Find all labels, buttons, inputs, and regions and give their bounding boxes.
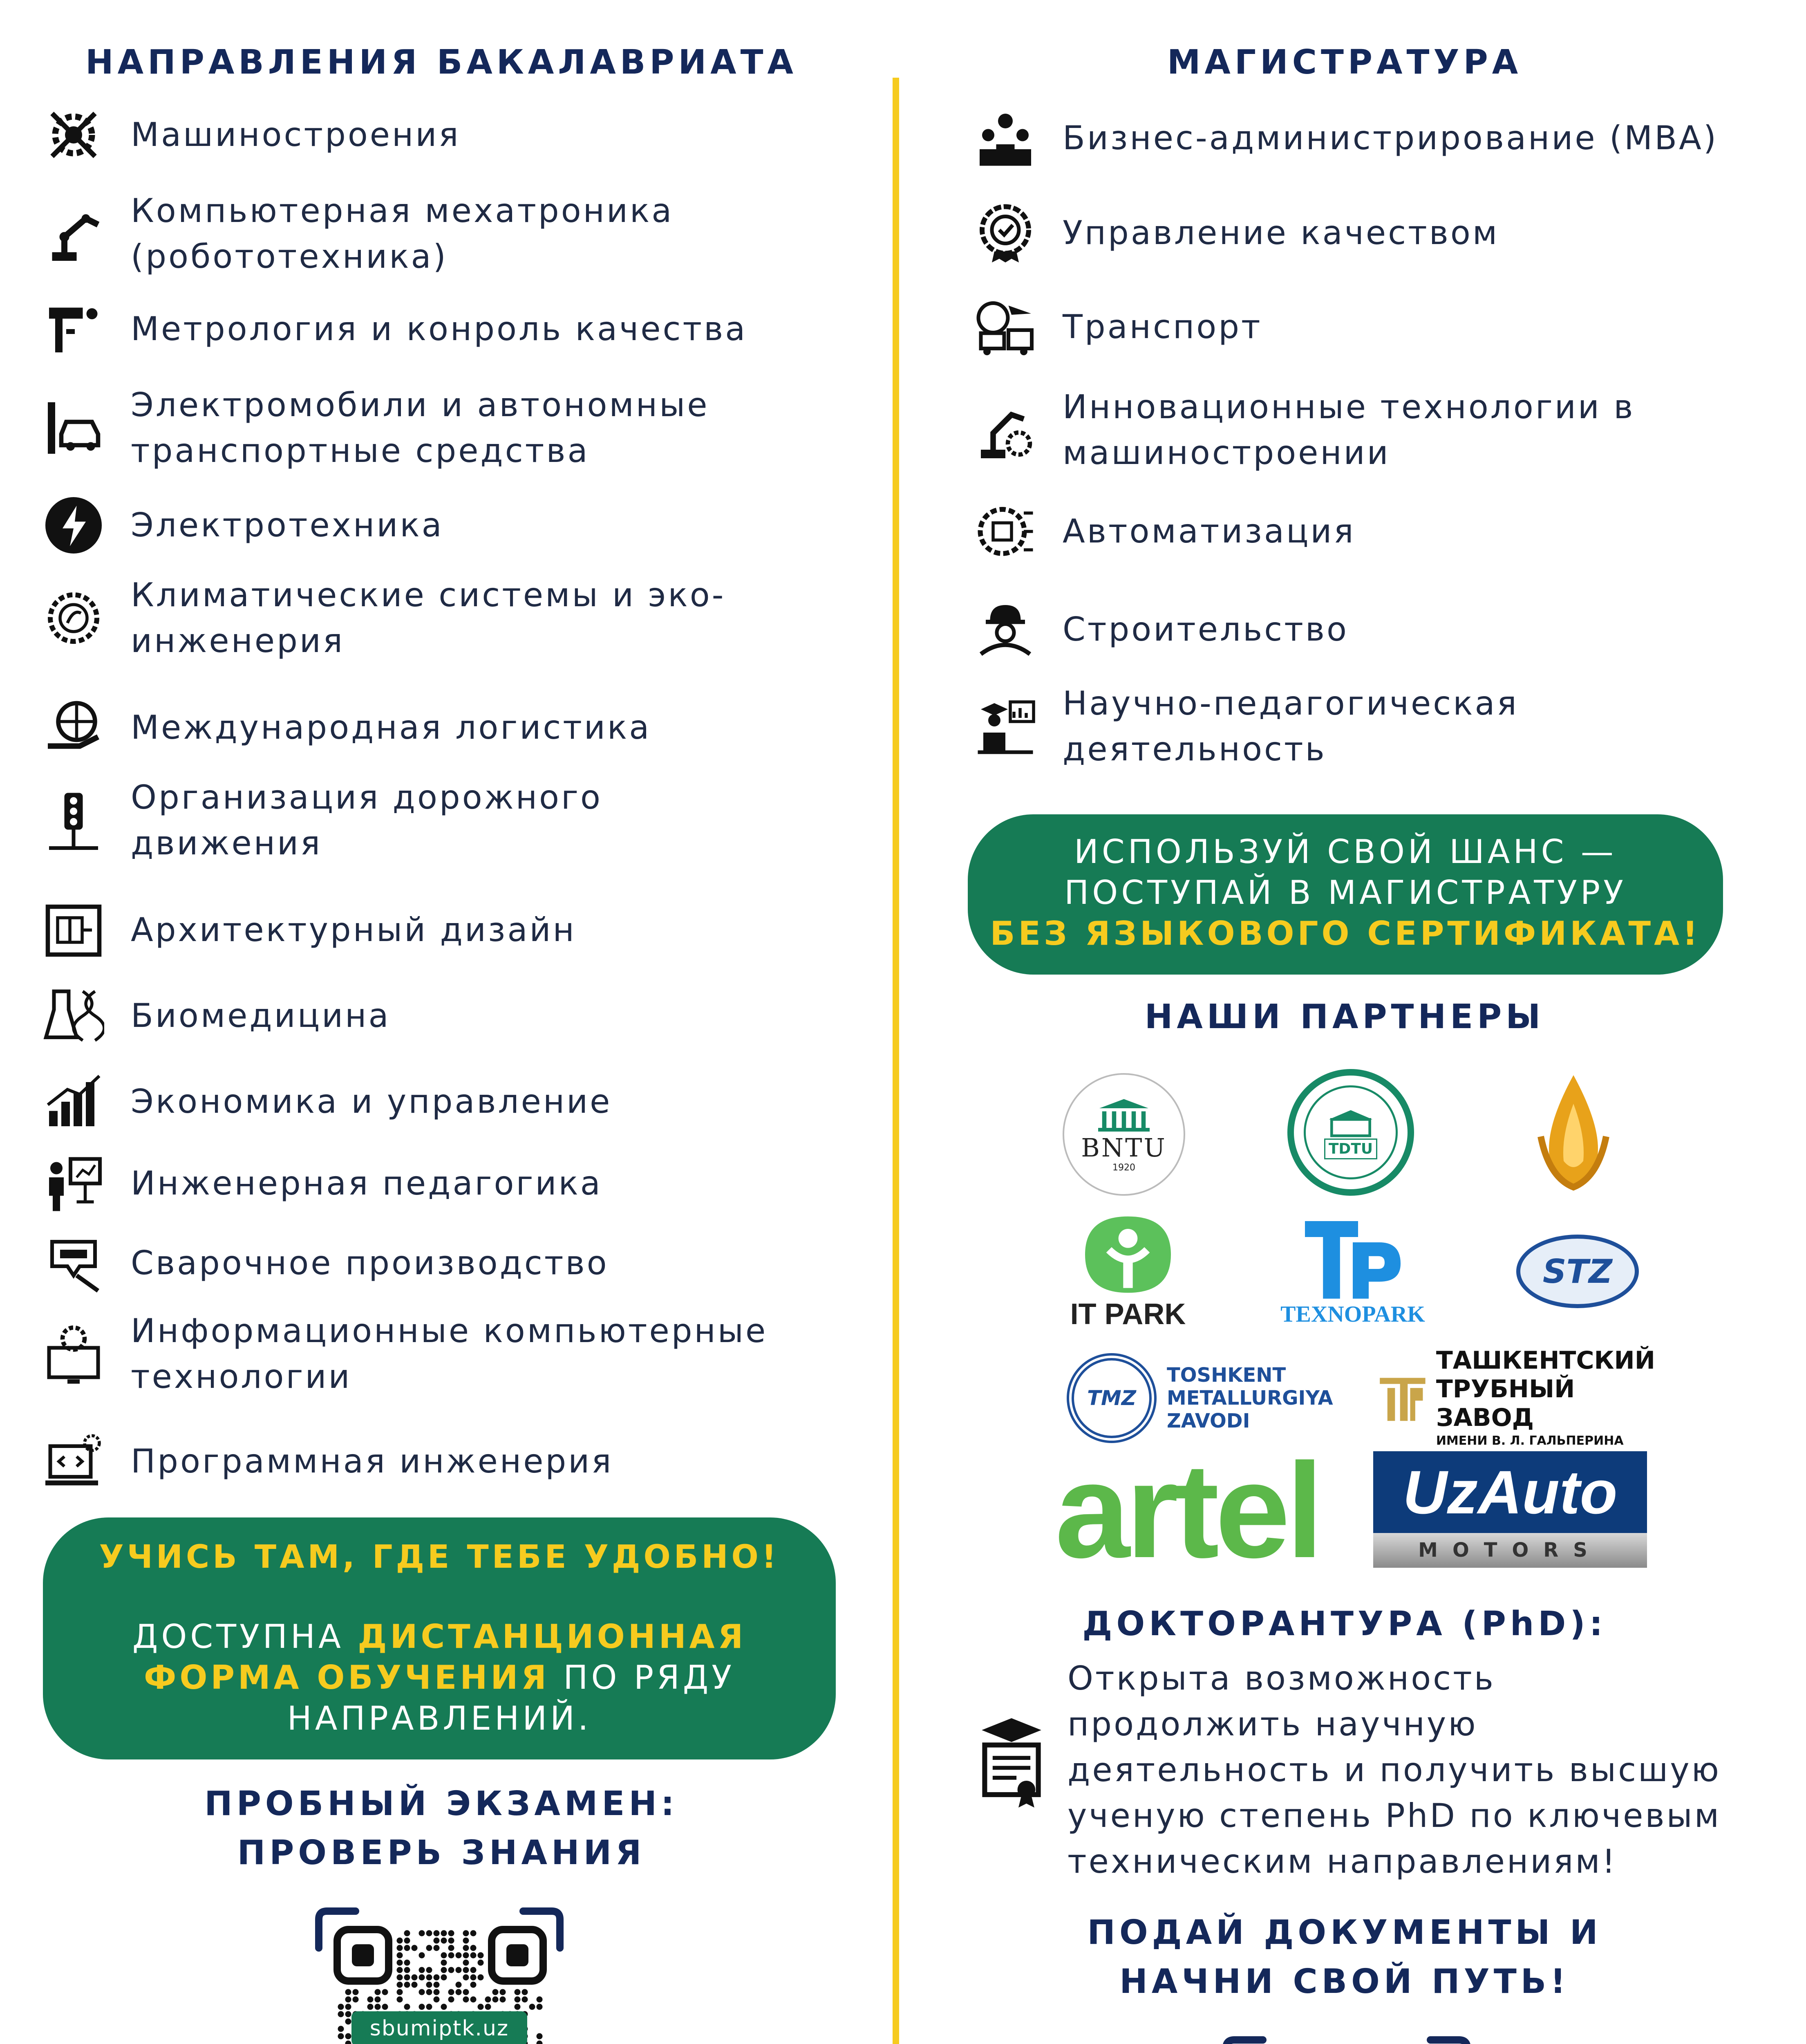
list-item: Информационные компьютерные технологии [41, 1308, 768, 1400]
list-item: Климатические системы и эко- инженерия [41, 572, 726, 664]
computer-gear-icon [41, 1321, 106, 1387]
quality-badge-icon [973, 200, 1038, 266]
phd-description: Открыта возможность продолжить научную деятельность и получить высшую ученую степень PhD по ключевым техническим направлениям! [1067, 1659, 1721, 1880]
texnopark-logo-icon [1300, 1215, 1406, 1301]
list-item: Сварочное производство [41, 1230, 609, 1296]
bntu-building-icon [1093, 1096, 1155, 1133]
distance-text-3: НАПРАВЛЕНИЙ. [287, 1699, 592, 1737]
diploma-icon [977, 1709, 1046, 1811]
partner-logo-bntu: BNTU 1920 [1063, 1071, 1185, 1198]
list-item: Компьютерная мехатроника (робототехника) [41, 188, 674, 280]
partner-logo-tdtu: TDTU [1285, 1067, 1416, 1198]
list-item: Автоматизация [973, 499, 1356, 564]
electric-car-icon [41, 395, 106, 461]
lightning-icon [41, 493, 106, 558]
eco-gear-icon [41, 585, 106, 651]
welding-icon [41, 1230, 106, 1296]
apply-qr-code[interactable] [1218, 2032, 1475, 2044]
teacher-board-icon [41, 1151, 106, 1216]
ttz-logo-icon [1377, 1357, 1428, 1439]
list-item: Международная логистика [41, 695, 651, 760]
bachelor-title: НАПРАВЛЕНИЯ БАКАЛАВРИАТА [85, 43, 797, 82]
tdtu-building-icon [1322, 1106, 1379, 1139]
partner-logo-uzauto: UzAuto MOTORS [1373, 1451, 1647, 1568]
business-team-icon [973, 105, 1038, 171]
list-item: Научно-педагогическая деятельность [973, 681, 1519, 772]
partner-logo-stz: STZ [1512, 1226, 1643, 1316]
gears-tools-icon [41, 102, 106, 168]
list-item: Бизнес-администрирование (MBA) [973, 105, 1718, 171]
phd-title: ДОКТОРАНТУРА (PhD): [1082, 1605, 1607, 1643]
builder-icon [973, 597, 1038, 662]
partner-logo-itpark: IT PARK [1054, 1210, 1202, 1333]
bachelor-list [41, 0, 883, 1513]
list-item: Инженерная педагогика [41, 1151, 602, 1216]
distance-text-1: ДОСТУПНА ДИСТАНЦИОННАЯ [132, 1618, 747, 1656]
list-item: Электромобили и автономные транспортные средства [41, 382, 709, 474]
distance-headline: УЧИСЬ ТАМ, ГДЕ ТЕБЕ УДОБНО! [99, 1539, 780, 1576]
exam-title-1: ПРОБНЫЙ ЭКЗАМЕН: [204, 1784, 678, 1823]
partners-title: НАШИ ПАРТНЕРЫ [1144, 997, 1545, 1036]
chance-banner: ИСПОЛЬЗУЙ СВОЙ ШАНС — ПОСТУПАЙ В МАГИСТРАТУРУ БЕЗ ЯЗЫКОВОГО СЕРТИФИКАТА! [968, 814, 1723, 975]
dna-flask-icon [41, 983, 106, 1049]
list-item: Архитектурный дизайн [41, 897, 576, 963]
transport-icon [973, 294, 1038, 360]
list-item: Строительство [973, 597, 1349, 662]
partner-logo-tmz: TMZ TOSHKENT METALLURGIYA ZAVODI [1067, 1349, 1336, 1447]
lecturer-icon [973, 694, 1038, 759]
ai-gear-icon [973, 499, 1038, 564]
list-item: Машиностроения [41, 102, 460, 168]
laptop-code-icon [41, 1429, 106, 1494]
distance-banner [43, 1517, 836, 1759]
partner-logo-ttz: ТАШКЕНТСКИЙ ТРУБНЫЙ ЗАВОД ИМЕНИ В. Л. ГАЛЬПЕРИНА [1377, 1353, 1655, 1443]
robot-arm-icon [41, 201, 106, 267]
list-item: Организация дорожного движения [41, 775, 602, 866]
list-item: Программная инженерия [41, 1429, 613, 1494]
caliper-icon [41, 296, 106, 362]
column-divider [893, 78, 899, 2044]
list-item: Управление качеством [973, 200, 1499, 266]
qr-pattern [1218, 2032, 1475, 2044]
apply-title-2: НАЧНИ СВОЙ ПУТЬ! [1119, 1962, 1570, 2001]
master-title: МАГИСТРАТУРА [1167, 43, 1522, 82]
list-item: Биомедицина [41, 983, 390, 1049]
oil-drop-icon [1533, 1071, 1614, 1194]
bar-chart-icon [41, 1069, 106, 1134]
list-item: Экономика и управление [41, 1069, 612, 1134]
list-item: Метрология и конроль качества [41, 296, 747, 362]
partner-logo-oil-drop [1528, 1071, 1618, 1194]
list-item: Инновационные технологии в машиностроении [973, 384, 1635, 476]
partner-logo-texnopark: TEXNOPARK [1279, 1210, 1426, 1333]
list-item: Электротехника [41, 493, 444, 558]
exam-title-2: ПРОВЕРЬ ЗНАНИЯ [237, 1833, 646, 1872]
apply-title-1: ПОДАЙ ДОКУМЕНТЫ И [1087, 1913, 1602, 1952]
robot-gear-icon [973, 397, 1038, 463]
itpark-logo-icon [1079, 1212, 1177, 1298]
distance-text-2: ФОРМА ОБУЧЕНИЯ ПО РЯДУ [144, 1659, 735, 1697]
traffic-light-icon [41, 788, 106, 853]
exam-qr-code[interactable] [311, 1903, 568, 2044]
partner-logo-artel: artel [1055, 1435, 1320, 1586]
globe-logistics-icon [41, 695, 106, 760]
blueprint-icon [41, 897, 106, 963]
qr-site-label: sbumiptk.uz [351, 2011, 527, 2044]
master-list [973, 0, 1790, 777]
list-item: Транспорт [973, 294, 1262, 360]
